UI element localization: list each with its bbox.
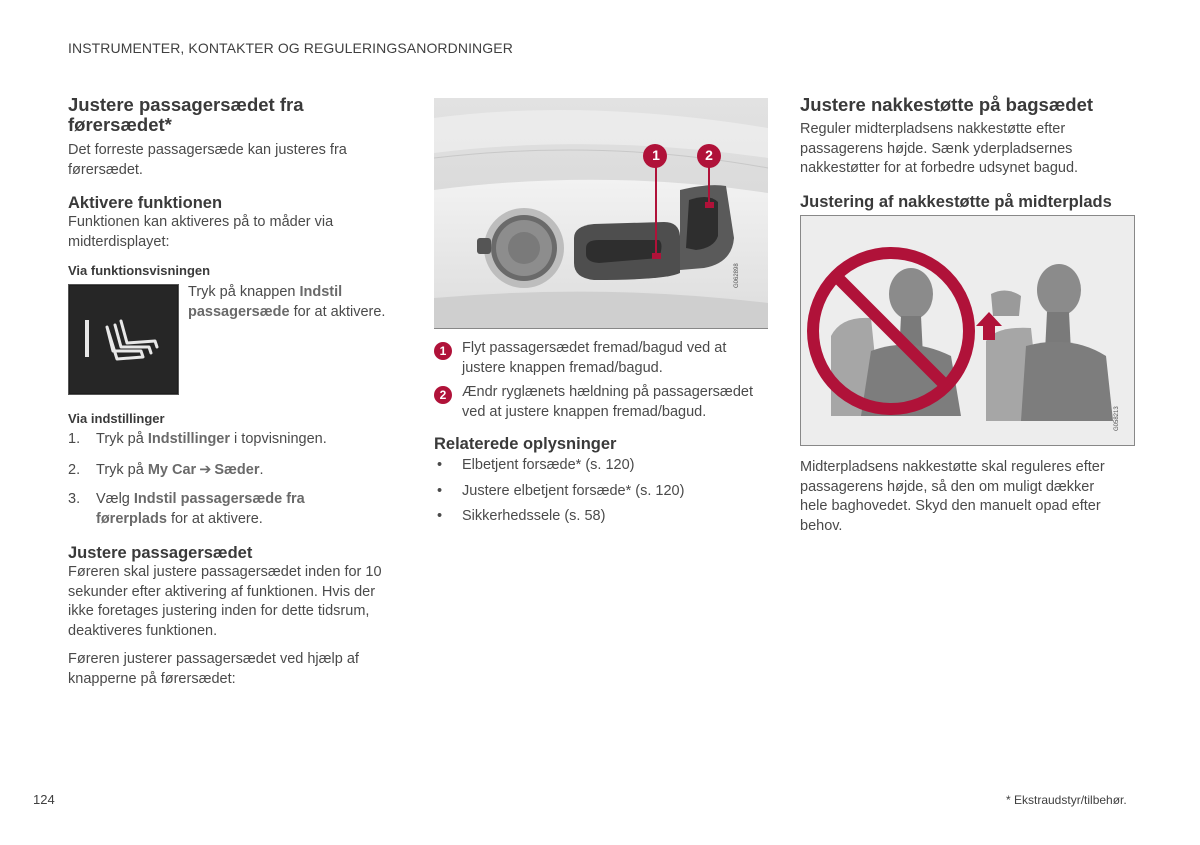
via-func-text-block — [188, 283, 403, 322]
set-passenger-seat-label: Indstil passagersæde — [188, 284, 343, 320]
col1-intro — [68, 141, 378, 180]
headrest-figure — [800, 215, 1135, 446]
via-func-heading-block — [68, 263, 403, 278]
section-title-rear: Justere nakkestøtte på bagsædet — [800, 94, 1094, 115]
via-func-text-pre: Tryk på knappen — [188, 284, 300, 300]
step-text: Tryk på — [96, 461, 148, 478]
step-item — [68, 490, 346, 529]
adjust-heading: Justere passagersædet — [68, 544, 253, 562]
col3-subheading-block — [800, 192, 1135, 212]
section-header: INSTRUMENTER, KONTAKTER OG REGULERINGSANORDNINGER — [68, 40, 513, 56]
rear-intro-text: Reguler midterpladsens nakkestøtte efter passagerens højde. Sænk yderpladsernes nakkestøtter for at forbedre udsynet bagud. — [800, 121, 1079, 176]
via-settings-heading-block — [68, 411, 403, 426]
step-text: Tryk på — [96, 431, 148, 447]
section-title: Justere passagersædet fra førersædet* — [68, 94, 304, 135]
adjust-heading-block — [68, 543, 403, 563]
figure-label-2: 2 — [705, 147, 713, 163]
step-text: . — [259, 461, 264, 478]
step-item — [68, 461, 403, 481]
via-func-text-post: for at aktivere. — [289, 303, 386, 320]
seats-label: Sæder — [214, 461, 260, 478]
col1-title-block — [68, 95, 403, 135]
adjust-paragraph-2: Føreren justerer passagersædet ved hjælp af knapperne på førersædet: — [68, 651, 359, 687]
step-text: Vælg — [96, 491, 134, 507]
col3-body-block — [800, 458, 1125, 536]
step-number: 2. — [68, 461, 81, 478]
related-link-1[interactable]: • Elbetjent forsæde* (s. 120) — [437, 457, 635, 473]
figure-code-headrest: G058213 — [1114, 406, 1120, 431]
activate-heading: Aktivere funktionen — [68, 194, 223, 212]
step-number: 1. — [68, 431, 81, 447]
col3-intro-block — [800, 120, 1130, 179]
callout-badge-1: 1 — [434, 342, 452, 360]
activate-text-block — [68, 213, 398, 252]
activate-section — [68, 193, 403, 213]
adjust-p1-block — [68, 563, 400, 641]
settings-steps — [68, 430, 403, 529]
related-list — [434, 456, 769, 527]
callout-badge-2: 2 — [434, 386, 452, 404]
step-item — [68, 430, 403, 450]
arrow-right-icon: ➔ — [199, 461, 212, 478]
via-settings-heading: Via indstillinger — [68, 411, 165, 426]
adjust-paragraph-1: Føreren skal justere passagersædet inden for 10 sekunder efter aktivering af funktionen. Hvis der ikke foretages justering inden for dette tidsrum, deaktiveres funktionen. — [68, 564, 382, 639]
related-link-text[interactable]: Justere elbetjent forsæde* (s. 120) — [462, 482, 685, 499]
related-heading-block — [434, 434, 769, 454]
callout-text-2: Ændr ryglænets hældning på passagersædet ved at justere knappen fremad/bagud. — [462, 384, 753, 420]
seat-controls-figure — [434, 98, 768, 328]
col3-title-block — [800, 95, 1135, 115]
page-number: 124 — [33, 792, 55, 807]
my-car-label: My Car — [147, 461, 197, 478]
activate-text: Funktionen kan aktiveres på to måder via midterdisplayet: — [68, 214, 334, 250]
intro-text: Det forreste passagersæde kan justeres fra førersædet. — [68, 142, 347, 178]
callout-text-1: Flyt passagersædet fremad/bagud ved at justere knappen fremad/bagud. — [462, 340, 727, 376]
related-link-3[interactable]: • Sikkerhedssele (s. 58) — [437, 508, 606, 524]
related-heading: Relaterede oplysninger — [434, 435, 617, 453]
adjust-p2-block — [68, 650, 378, 689]
settings-menu-label: Indstillinger — [147, 431, 231, 447]
related-link-2[interactable]: • Justere elbetjent forsæde* (s. 120) — [437, 482, 685, 499]
step-text: i topvisningen. — [230, 431, 327, 447]
related-link-text[interactable]: Elbetjent forsæde* (s. 120) — [462, 457, 635, 473]
figure-label-1: 1 — [652, 147, 660, 163]
middle-headrest-heading: Justering af nakkestøtte på midterplads — [800, 193, 1112, 211]
related-link-text[interactable]: Sikkerhedssele (s. 58) — [462, 508, 606, 524]
headrest-body-text: Midterpladsens nakkestøtte skal reguleres efter passagerens højde, så den om muligt dækker hele baghovedet. Skyd den manuelt opad efter behov. — [800, 459, 1105, 534]
seat-button-icon — [68, 284, 179, 395]
step-text: for at aktivere. — [166, 510, 263, 527]
set-passenger-seat-from-driver-label: Indstil passagersæde fra førerplads — [96, 491, 305, 527]
callout-1 — [434, 339, 754, 378]
callout-2 — [434, 383, 754, 422]
figure-code: G062898 — [734, 263, 740, 288]
via-func-heading: Via funktionsvisningen — [68, 263, 211, 278]
footnote: * Ekstraudstyr/tilbehør. — [1006, 793, 1127, 807]
figure-divider — [434, 328, 768, 329]
step-number: 3. — [68, 491, 81, 507]
